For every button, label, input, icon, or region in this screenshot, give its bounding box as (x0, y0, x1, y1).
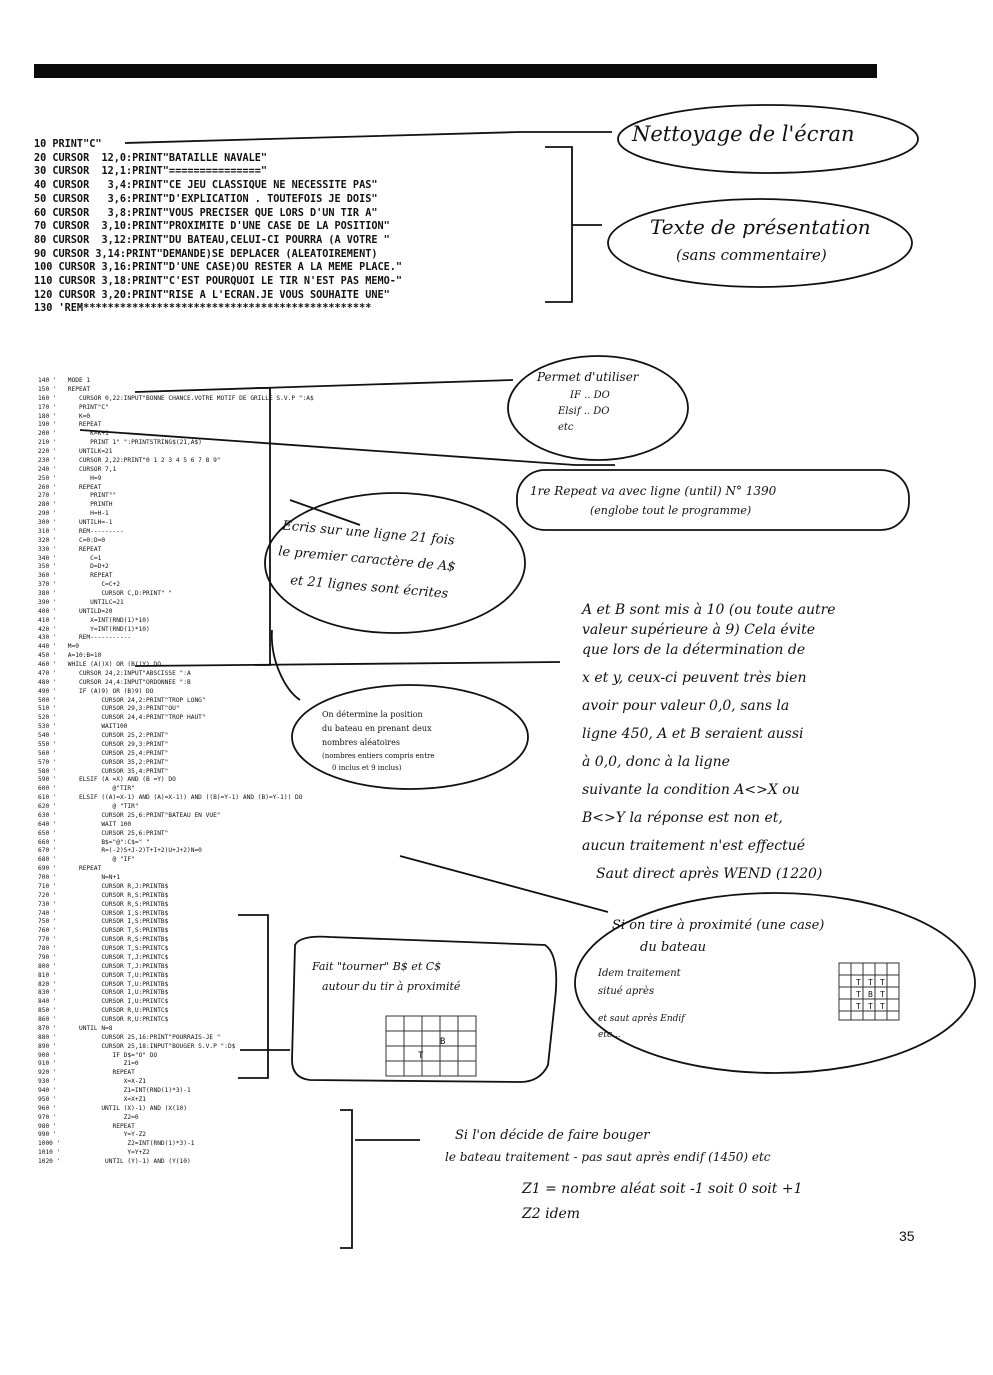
code-line: 220 ' UNTILK=21 (38, 448, 113, 455)
code-line: 870 ' UNTIL N=8 (38, 1024, 113, 1032)
code-line: 820 ' CURSOR T,U:PRINTB$ (38, 980, 169, 988)
note-repeat-l1: 1re Repeat va avec ligne (until) N° 1390 (530, 484, 777, 498)
note-tir-l5: et saut après Endif (598, 1014, 685, 1024)
code-line: 950 ' X=X+Z1 (38, 1095, 147, 1103)
code-line: 450 ' A=10:B=10 (38, 652, 102, 660)
note-ab-l4: x et y, ceux-ci peuvent très bien (582, 670, 807, 686)
code-line: 270 ' PRINT"" (38, 492, 117, 500)
bubble-texte (608, 199, 912, 287)
code-line: 1000 ' Z2=INT(RND(1)*3)-1 (38, 1140, 195, 1148)
code-line: 180 ' K=0 (38, 412, 91, 420)
code-line: 230 ' CURSOR 2,22:PRINT"0 1 2 3 4 5 6 7 8 9" (38, 456, 221, 464)
tir-grid-cell: T (856, 990, 861, 999)
bracket-bouger (340, 1110, 352, 1248)
code-line: 90 CURSOR 3,14:PRINT"DEMANDE)SE DEPLACER (ALEATOIREMENT) (34, 248, 378, 260)
code-line: 550 ' CURSOR 29,3:PRINT" (38, 740, 169, 748)
code-line: 810 ' CURSOR T,U:PRINTB$ (38, 971, 169, 979)
fait-grid (386, 1016, 476, 1076)
code-line: 920 ' REPEAT (38, 1069, 135, 1077)
bracket-presentation (545, 147, 572, 302)
bracket-repeat-block (238, 915, 268, 1078)
code-line: 650 ' CURSOR 25,6:PRINT" (38, 829, 169, 837)
code-line: 530 ' WAIT100 (38, 723, 128, 731)
bracket-main (255, 388, 270, 665)
code-line: 570 ' CURSOR 35,2:PRINT" (38, 758, 169, 766)
code-line: 30 CURSOR 12,1:PRINT"===============" (34, 166, 268, 178)
tir-grid-cell: T (868, 978, 873, 987)
code-line: 750 ' CURSOR I,S:PRINTB$ (38, 918, 169, 926)
note-permet-l3: Elsif .. DO (558, 406, 610, 417)
note-ab-l5: avoir pour valeur 0,0, sans la (582, 698, 790, 714)
code-line: 380 ' CURSOR C,D:PRINT" " (38, 590, 173, 597)
code-line: 560 ' CURSOR 25,4:PRINT" (38, 749, 169, 757)
code-line: 490 ' IF (A)9) OR (B)9) DO (38, 687, 154, 695)
code-line: 400 ' UNTILD=20 (38, 607, 113, 615)
code-line: 190 ' REPEAT (38, 421, 102, 429)
note-tir-l3: Idem traitement (598, 968, 681, 979)
tir-grid-cell: T (856, 978, 861, 987)
connector-tir (400, 856, 608, 912)
connector-repeat (80, 430, 615, 465)
tir-grid-cell: B (868, 990, 873, 999)
code-line: 390 ' UNTILC=21 (38, 598, 124, 606)
code-line: 660 ' B$="@":C$=" " (38, 838, 150, 846)
note-texte-l2: (sans commentaire) (676, 246, 827, 264)
note-ab-l6: ligne 450, A et B seraient aussi (582, 726, 804, 742)
note-ab-l8: suivante la condition A<>X ou (582, 782, 800, 798)
connector-ab (135, 662, 560, 666)
code-line: 540 ' CURSOR 25,2:PRINT" (38, 732, 169, 739)
code-line: 500 ' CURSOR 24,2:PRINT"TROP LONG" (38, 696, 206, 704)
code-line: 290 ' H=H-1 (38, 510, 109, 518)
code-line: 940 ' Z1=INT(RND(1)*3)-1 (38, 1087, 191, 1094)
code-line: 960 ' UNTIL (X)-1) AND (X(10) (38, 1104, 188, 1112)
page-number: 35 (899, 1228, 915, 1244)
connector-nettoyage (125, 132, 612, 143)
code-line: 610 ' ELSIF ((A)=X-1) AND (A)=X-1)) AND ((B)=Y-1) AND (B)=Y-1)) DO (38, 794, 303, 802)
note-det-l1: On détermine la position (322, 710, 423, 719)
code-line: 890 ' CURSOR 25,18:INPUT"BOUGER S.V.P ":D$ (38, 1042, 236, 1050)
note-ab-l7: à 0,0, donc à la ligne (582, 754, 730, 770)
note-nettoyage: Nettoyage de l'écran (632, 122, 855, 146)
code-line: 850 ' CURSOR R,U:PRINTC$ (38, 1007, 169, 1015)
code-line: 420 ' Y=INT(RND(1)*10) (38, 625, 150, 633)
code-line: 460 ' WHILE (A()X) OR (B()Y) DO (38, 661, 161, 668)
note-permet-l4: etc (558, 422, 574, 433)
code-line: 70 CURSOR 3,10:PRINT"PROXIMITE D'UNE CASE DE LA POSITION" (34, 221, 390, 233)
code-line: 910 ' Z1=0 (38, 1060, 139, 1068)
note-permet-l2: IF .. DO (570, 390, 610, 401)
code-line: 20 CURSOR 12,0:PRINT"BATAILLE NAVALE" (34, 152, 268, 164)
code-line: 430 ' REM----------- (38, 634, 132, 642)
code-line: 740 ' CURSOR I,S:PRINTB$ (38, 909, 169, 917)
code-line: 120 CURSOR 3,20:PRINT"RISE A L'ECRAN.JE VOUS SOUHAITE UNE" (34, 289, 390, 301)
note-det-l3: nombres aléatoires (322, 738, 400, 747)
code-line: 260 ' REPEAT (38, 483, 102, 491)
note-ab-l1: A et B sont mis à 10 (ou toute autre (582, 602, 836, 618)
tir-grid-cell: T (856, 1002, 861, 1011)
code-line: 100 CURSOR 3,16:PRINT"D'UNE CASE)OU RESTER A LA MEME PLACE." (34, 262, 403, 274)
code-line: 700 ' N=N+1 (38, 874, 120, 881)
code-line: 80 CURSOR 3,12:PRINT"DU BATEAU,CELUI-CI POURRA (A VOTRE " (34, 234, 390, 246)
code-line: 310 ' REM--------- (38, 527, 124, 535)
note-ecris-l1: Ecris sur une ligne 21 fois (281, 518, 456, 549)
code-line: 580 ' CURSOR 35,4:PRINT" (38, 767, 169, 775)
note-tir-l6: etc... (598, 1030, 621, 1040)
code-line: 40 CURSOR 3,4:PRINT"CE JEU CLASSIQUE NE NECESSITE PAS" (34, 180, 378, 192)
code-line: 440 ' M=0 (38, 643, 79, 651)
code-line: 210 ' PRINT 1" ":PRINTSTRING$(21,A$) (38, 439, 202, 447)
grid-label-b: B (440, 1037, 446, 1047)
code-line: 320 ' C=0:D=0 (38, 536, 106, 544)
code-line: 240 ' CURSOR 7,1 (38, 465, 117, 473)
code-line: 1010 ' Y=Y+Z2 (38, 1149, 150, 1157)
code-line: 160 ' CURSOR 0,22:INPUT"BONNE CHANCE.VOTRE MOTIF DE GRILLE S.V.P ":A$ (38, 394, 314, 402)
code-line: 710 ' CURSOR R,J:PRINTB$ (38, 882, 169, 890)
code-line: 670 ' R=(-2)S+J-2)T+I+2)U+J+2)N=0 (38, 847, 202, 855)
note-permet-l1: Permet d'utiliser (537, 370, 639, 384)
note-fait-l2: autour du tir à proximité (322, 980, 461, 993)
code-line: 780 ' CURSOR T,S:PRINTC$ (38, 945, 169, 952)
code-line: 600 ' @"TIR" (38, 785, 135, 793)
code-line: 690 ' REPEAT (38, 865, 102, 873)
code-line: 790 ' CURSOR T,J:PRINTC$ (38, 953, 169, 961)
code-line: 50 CURSOR 3,6:PRINT"D'EXPLICATION . TOUTEFOIS JE DOIS" (34, 193, 378, 205)
tir-grid-cell: T (868, 1002, 873, 1011)
note-tir-l1: Si on tire à proximité (une case) (612, 918, 825, 933)
tir-grid-labels (856, 978, 885, 1011)
code-line: 60 CURSOR 3,8:PRINT"VOUS PRECISER QUE LORS D'UN TIR A" (34, 207, 378, 219)
note-ab-l3: que lors de la détermination de (582, 642, 806, 658)
code-line: 930 ' X=X-Z1 (38, 1078, 147, 1086)
code-line: 990 ' Y=Y-Z2 (38, 1131, 147, 1139)
note-bouger-l1: Si l'on décide de faire bouger (455, 1128, 650, 1143)
code-line: 130 'REM*********************************************** (34, 303, 372, 315)
code-line: 880 ' CURSOR 25,16:PRINT"POURRAIS-JE " (38, 1033, 221, 1041)
code-line: 800 ' CURSOR T,J:PRINTB$ (38, 962, 169, 970)
bubble-repeat (517, 470, 909, 530)
code-line: 1020 ' UNTIL (Y)-1) AND (Y(10) (38, 1158, 191, 1165)
note-tir-l4: situé après (598, 986, 655, 997)
note-z2: Z2 idem (522, 1206, 581, 1222)
code-line: 770 ' CURSOR R,S:PRINTB$ (38, 936, 169, 944)
code-line: 330 ' REPEAT (38, 545, 102, 553)
note-bouger-l2: le bateau traitement - pas saut après endif (1450) etc (445, 1150, 771, 1164)
note-tir-l2: du bateau (640, 940, 706, 955)
note-z1: Z1 = nombre aléat soit -1 soit 0 soit +1 (522, 1181, 803, 1197)
code-line: 370 ' C=C+2 (38, 581, 120, 589)
code-line: 250 ' H=9 (38, 474, 102, 482)
note-fait-l1: Fait "tourner" B$ et C$ (312, 960, 442, 973)
code-line: 840 ' CURSOR I,U:PRINTC$ (38, 998, 169, 1006)
code-line: 140 ' MODE 1 (38, 377, 91, 384)
note-ab-l10: aucun traitement n'est effectué (582, 838, 806, 854)
code-line: 340 ' C=1 (38, 554, 102, 562)
code-line: 110 CURSOR 3,18:PRINT"C'EST POURQUOI LE TIR N'EST PAS MEMO-" (34, 276, 403, 288)
code-line: 200 ' K=K+1 (38, 430, 109, 438)
code-line: 640 ' WAIT 100 (38, 820, 132, 828)
code-line: 730 ' CURSOR R,S:PRINTB$ (38, 900, 169, 908)
code-line: 970 ' Z2=0 (38, 1113, 139, 1121)
code-line: 510 ' CURSOR 29,3:PRINT"OU" (38, 705, 180, 713)
connector-permet (135, 380, 513, 392)
code-line: 620 ' @ "TIR" (38, 803, 139, 810)
code-line: 760 ' CURSOR T,S:PRINTB$ (38, 927, 169, 935)
code-line: 170 ' PRINT"C" (38, 403, 109, 411)
tir-grid-cell: T (880, 990, 885, 999)
note-det-l5: 0 inclus et 9 inclus) (332, 764, 402, 772)
note-texte-l1: Texte de présentation (650, 215, 871, 239)
code-line: 410 ' X=INT(RND(1)*10) (38, 616, 150, 624)
code-line: 720 ' CURSOR R,S:PRINTB$ (38, 891, 169, 899)
code-line: 830 ' CURSOR I,U:PRINTB$ (38, 989, 169, 997)
grid-label-t: T (418, 1051, 424, 1061)
code-line: 300 ' UNTILH=-1 (38, 519, 113, 526)
code-line: 470 ' CURSOR 24,2:INPUT"ABSCISSE ":A (38, 669, 191, 677)
code-line: 630 ' CURSOR 25,6:PRINT"BATEAU EN VUE" (38, 811, 221, 819)
code-line: 590 ' ELSIF (A =X) AND (B =Y) DO (38, 776, 176, 784)
note-repeat-l2: (englobe tout le programme) (590, 504, 752, 517)
note-det-l2: du bateau en prenant deux (322, 724, 432, 733)
bubble-fait (292, 937, 556, 1082)
note-ecris-l3: et 21 lignes sont écrites (289, 573, 449, 602)
code-line: 980 ' REPEAT (38, 1122, 135, 1130)
note-ecris-l2: le premier caractère de A$ (277, 544, 457, 575)
code-line: 900 ' IF D$="O" DO (38, 1051, 158, 1059)
code-line: 280 ' PRINTH (38, 501, 113, 509)
code-line: 480 ' CURSOR 24,4:INPUT"ORDONNEE ":B (38, 678, 191, 686)
tir-grid-cell: T (880, 1002, 885, 1011)
note-ab-l11: Saut direct après WEND (1220) (596, 866, 823, 882)
code-line: 360 ' REPEAT (38, 572, 113, 580)
note-ab-l9: B<>Y la réponse est non et, (582, 810, 783, 826)
code-line: 860 ' CURSOR R,U:PRINTC$ (38, 1016, 169, 1023)
note-ab-l2: valeur supérieure à 9) Cela évite (582, 622, 815, 638)
code-line: 10 PRINT"C" (34, 139, 102, 150)
bubble-det (292, 685, 528, 789)
code-line: 350 ' D=D+2 (38, 563, 109, 571)
code-line: 150 ' REPEAT (38, 385, 91, 393)
note-det-l4: (nombres entiers compris entre (322, 752, 435, 760)
code-line: 680 ' @ "IF" (38, 856, 135, 864)
tir-grid-cell: T (880, 978, 885, 987)
code-line: 520 ' CURSOR 24,4:PRINT"TROP HAUT" (38, 714, 206, 722)
